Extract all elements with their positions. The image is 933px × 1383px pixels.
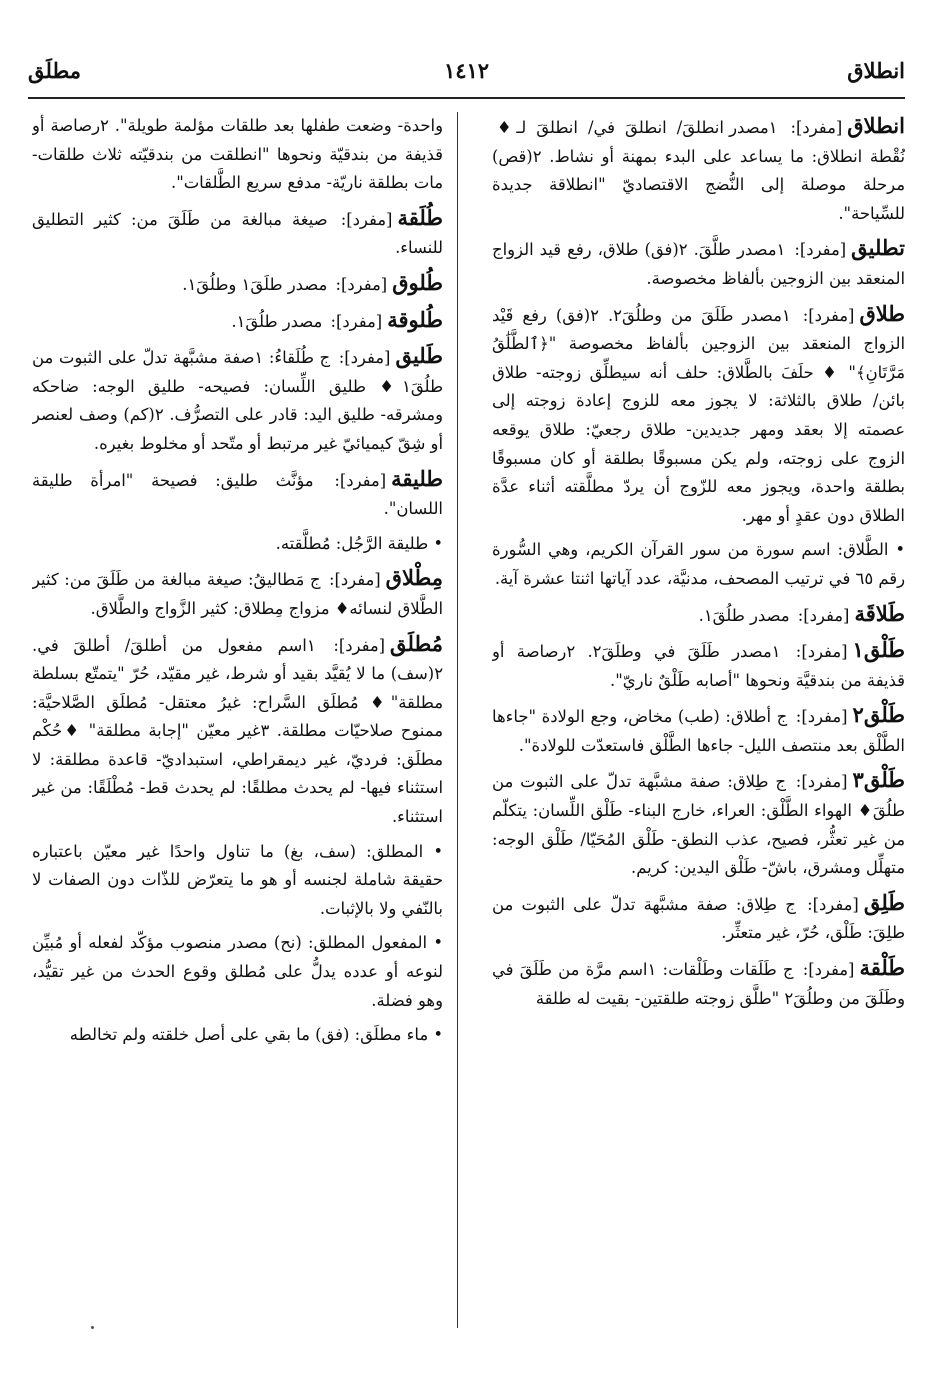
entry-headword: طليقة <box>391 465 443 491</box>
header-left-headword: مطلَق <box>28 58 81 83</box>
entry-pos-tag: [مفرد]: <box>790 118 843 137</box>
entry-pos-tag: [مفرد]: <box>795 772 848 792</box>
entry-pos-tag: [مفرد]: <box>338 348 391 368</box>
right-column <box>492 112 905 1328</box>
entry-pos-tag: [مفرد]: <box>797 605 850 625</box>
entry-headword: انطلاق <box>847 113 905 138</box>
entry-headword: طَلْق٣ <box>852 767 905 793</box>
dictionary-entry <box>492 954 905 1013</box>
dictionary-entry <box>492 112 905 228</box>
dictionary-entry <box>32 530 443 559</box>
dictionary-entry <box>32 929 443 1015</box>
entry-definition: ج طُلَقاءُ: ١صفة مشبَّهة تدلّ على الثبوت من طلُقَ١♦ طليق اللِّسان: فصيحه- طليق الوجه: ضاحكه ومشرقه- طليق اليد: قادر على التصرُّف. ٢(كم) وصف لعنصر أو شِقّ كيميائيّ غير مرتبط أو متّحد أو مخلوط بغيره. <box>32 348 443 453</box>
entry-headword: طلاق <box>859 300 905 326</box>
header-right-headword: انطلاق <box>847 58 905 83</box>
entry-definition: واحدة- وضعت طفلها بعد طلقات مؤلمة طويلة". ٢رصاصة أو قذيفة من بندقيّة ونحوها "انطلقت من بندقيّته ثلاث طلقات- مات بطلقة ناريّة- مدفع سريع الطَّلقات". <box>32 116 443 193</box>
entry-pos-tag: [مفرد]: <box>328 570 381 590</box>
entry-definition: ١مصدر طلَّقَ. ٢(فق) طلاق، رفع قيد الزواج المنعقد بين الزوجين بألفاظ مخصوصة. <box>492 240 905 288</box>
dictionary-entry <box>492 636 905 695</box>
dictionary-entry <box>492 300 905 531</box>
entry-headword: طَلاقَة <box>854 600 905 626</box>
dictionary-entry <box>32 630 443 832</box>
entry-definition: ١مصدر طَلَقَ من وطلُقَ٢. ٢(فق) رفع قَيْد الزواج المنعقد بين الزوجين بألفاظ مخصوصة "﴿ٱلطَّلَٰقُ مَرَّتَانِ﴾" ♦ حلَفَ بالطَّلاق: حلف أنه سيطلِّق زوجته- طلاق بائن/ طلاق بالثلاثة: لا يجوز معه للزوج إعادة زوجته إلى عصمته إلا بعقد ومهر جديدين- طلاق رجعيّ: طلاق يوقعه الزوج على زوجته، ولم يكن مسبوقًا بطلقة أو كان مسبوقًا بطلقة واحدة، ويجوز معه للزّوج أن يردّ مطلَّقته أثناء عدَّة الطلاق دون عقدٍ أو مهر. <box>492 305 905 525</box>
dictionary-entry <box>32 204 443 263</box>
entry-headword: طُلَقة <box>397 204 443 230</box>
entry-headword: طَلْقة <box>859 955 905 981</box>
column-divider <box>457 112 458 1328</box>
entry-headword: طَلْق١ <box>852 637 905 663</box>
dictionary-entry <box>32 112 443 198</box>
entry-pos-tag: [مفرد]: <box>334 470 387 490</box>
page-number: ١٤١٢ <box>443 58 490 83</box>
entry-pos-tag: [مفرد]: <box>807 894 859 914</box>
entry-headword: مُطلَق <box>390 630 443 656</box>
entry-pos-tag: [مفرد]: <box>340 209 393 229</box>
entry-definition: • ماء مطلَق: (فق) ما بقي على أصل خلقته ولم تخالطه <box>69 1025 443 1045</box>
dictionary-entry <box>492 701 905 760</box>
dictionary-entry <box>32 1021 443 1050</box>
entry-definition: • طليقة الرَّجُل: مُطلَّقته. <box>275 533 443 553</box>
entry-pos-tag: [مفرد]: <box>802 960 855 980</box>
entry-definition: • المفعول المطلق: (نح) مصدر منصوب مؤكّد لفعله أو مُبيِّن لنوعه أو عدده يدلُّ على مُطلق وقوع الحدث من غير تقيُّد، وهو فضلة. <box>32 933 443 1010</box>
entry-definition: • الطَّلاق: اسم سورة من سور القرآن الكريم، وهي السُّورة رقم ٦٥ في ترتيب المصحف، مدنيَّة، عدد آياتها اثنتا عشرة آية. <box>492 540 905 588</box>
entry-definition: صيغة مبالغة من طَلَقَ من: كثير التطليق للنساء. <box>32 209 443 258</box>
scan-dot <box>91 1326 94 1329</box>
entry-definition: ج أطلاق: (طب) مخاض، وجع الولادة "جاءها الطَّلْق بعد منتصف الليل- جاءها الطَّلْق فاستعدّت للولادة". <box>492 707 905 755</box>
entry-definition: • المطلق: (سف، بغ) ما تناول واحدًا غير معيّن باعتباره حقيقة شاملة لجنسه أو هو ما يتعرّض للذّات دون الصفات لا بالنّفي ولا بالإثبات. <box>32 841 443 918</box>
entry-definition: مصدر طلُقَ١. <box>698 605 790 625</box>
entry-definition: ١مصدر طَلَقَ في وطلَقَ٢. ٢رصاصة أو قذيفة من بندقيَّة ونحوها "أصابه طَلْقٌ ناريّ". <box>492 642 905 690</box>
entry-pos-tag: [مفرد]: <box>794 240 847 260</box>
entry-definition: ١مصدر انطلقَ/ انطلقَ في/ انطلقَ لـ♦ نُقْطة انطلاق: ما يساعد على البدء بمهنة أو نشاط. ٢(قص) مرحلة موصلة إلى النُّضج الاقتصاديّ "انطلاقة جديدة للسِّياحة". <box>492 118 905 223</box>
running-header <box>28 58 905 92</box>
entry-pos-tag: [مفرد]: <box>802 305 855 325</box>
entry-headword: طَلْق٢ <box>852 702 905 728</box>
entry-definition: ج طَلَقات وطَلْقات: ١اسم مرَّة من طَلَقَ في وطَلَقَ من وطلُقَ٢ "طلَّق زوجته طلقتين- بقيت له طلقة <box>492 960 905 1008</box>
dictionary-entry <box>492 600 905 631</box>
entry-definition: مصدر طلَقَ١ وطلُقَ١. <box>182 274 328 294</box>
entry-headword: مِطْلاق <box>385 565 443 591</box>
entry-definition: ١اسم مفعول من أطلقَ/ أطلقَ في. ٢(سف) ما لا يُقيَّد بقيد أو شرط، غير مقيّد، حُرّ "يتمتّع بسلطة مطلقة"♦ مُطلَق السَّراح: غيرُ معتقل- مُطلَق الصَّلاحيَّة: ممنوح صلاحيّات مطلقة. ٣غير معيّن "إجابة مطلقة" ♦حُكْم مطلَق: فرديّ، غير ديمقراطي، استبداديّ- قاعدة مطلقة: لا استثناء فيها- لم يحدث مطلقًا: لم يحدث قط- مُطْلَقًا: من غير استثناء. <box>32 635 443 827</box>
dictionary-entry <box>492 234 905 293</box>
dictionary-entry <box>32 838 443 924</box>
dictionary-entry <box>492 766 905 882</box>
entry-definition: ج طِلاق: صفة مشبَّهة تدلّ على الثبوت من طلُقَ♦ الهواء الطَّلْق: العراء، خارج البناء- طَلْق اللِّسان: يتكلّم من غير تعثُّر، فصيح، عذب النطق- طَلْق المُحَيّا/ طَلْق الوجه: متهلِّل ومشرق، باشّ- طَلْق اليدين: كريم. <box>492 772 905 878</box>
entry-definition: ج مَطاليقُ: صيغة مبالغة من طَلَقَ من: كثير الطَّلاق لنسائه♦ مزواج مِطلاق: كثير الزَّواج والطَّلاق. <box>32 570 443 618</box>
dictionary-entry <box>492 536 905 593</box>
entry-headword: طُلوق <box>392 269 443 295</box>
header-rule <box>28 97 905 99</box>
dictionary-entry <box>32 564 443 623</box>
dictionary-entry <box>32 269 443 300</box>
entry-pos-tag: [مفرد]: <box>795 707 848 727</box>
entry-pos-tag: [مفرد]: <box>333 635 386 655</box>
entry-definition: ج طِلاق: صفة مشبَّهة تدلّ على الثبوت من طلِقَ: طَلْق، حُرّ، غير متعثِّر. <box>492 894 905 943</box>
entry-headword: طُلوقة <box>387 306 443 332</box>
entry-headword: تطليق <box>851 235 905 261</box>
entry-headword: طَلِق <box>863 889 905 915</box>
left-column <box>32 112 443 1328</box>
dictionary-entry <box>32 342 443 458</box>
entry-definition: مؤنَّث طليق: فصيحة "امرأة طليقة اللسان". <box>32 470 443 519</box>
entry-pos-tag: [مفرد]: <box>335 274 388 294</box>
dictionary-entry <box>492 889 905 948</box>
entry-headword: طَليق <box>395 343 443 369</box>
entry-pos-tag: [مفرد]: <box>330 311 383 331</box>
dictionary-entry <box>32 306 443 337</box>
entry-pos-tag: [مفرد]: <box>795 642 848 662</box>
dictionary-entry <box>32 465 443 524</box>
entry-definition: مصدر طلُقَ١. <box>231 311 323 331</box>
